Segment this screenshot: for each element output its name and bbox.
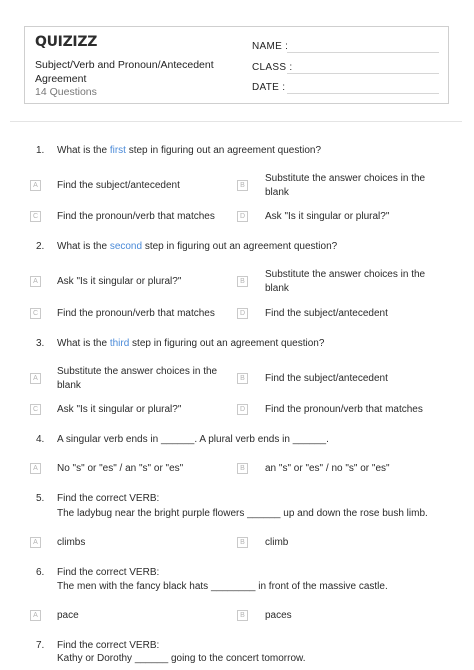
question-number: 5. [36,493,45,504]
worksheet-title: Subject/Verb and Pronoun/Antecedent Agreement [35,59,214,85]
question-text: What is the first step in figuring out an agreement question? [57,145,322,156]
quizizz-logo: QUIZIZZ [35,34,98,50]
option-box-a: A [30,276,41,287]
question-text: The ladybug near the bright purple flowers ______ up and down the rose bush limb. [57,508,428,519]
option-text: Find the subject/antecedent [57,180,180,191]
option-box-b: B [237,537,248,548]
option-box-b: B [237,610,248,621]
question-number: 4. [36,434,45,445]
header-divider [10,121,462,122]
question-text: The men with the fancy black hats ________ in front of the massive castle. [57,581,388,592]
option-text: Substitute the answer choices in the blank [265,173,426,198]
option-box-a: A [30,373,41,384]
option-text: Find the pronoun/verb that matches [57,308,215,319]
question-prompt: Find the correct VERB: [57,640,160,651]
option-box-b: B [237,276,248,287]
date-label: DATE : [252,82,286,93]
option-text: Find the subject/antecedent [265,373,388,384]
question-number: 3. [36,338,45,349]
option-text: pace [57,610,79,621]
option-text: No "s" or "es" / an "s" or "es" [57,463,184,474]
question-count: 14 Questions [35,86,97,98]
option-box-d: D [237,211,248,222]
question-highlight: first [109,145,126,156]
option-text: Find the pronoun/verb that matches [265,404,423,415]
option-box-b: B [237,180,248,191]
option-text: Substitute the answer choices in the blank [57,366,218,391]
question-text: What is the second step in figuring out an agreement question? [57,241,338,252]
question-number: 7. [36,640,45,651]
option-box-b: B [237,373,248,384]
option-box-c: C [30,308,41,319]
question-text: Kathy or Dorothy ______ going to the concert tomorrow. [57,653,306,664]
option-text: climb [265,537,289,548]
option-box-a: A [30,537,41,548]
class-label: CLASS : [252,62,293,73]
class-line [287,73,439,74]
date-line [287,93,439,94]
question-highlight: second [109,241,143,252]
option-box-a: A [30,180,41,191]
option-text: an "s" or "es" / no "s" or "es" [265,463,390,474]
name-label: NAME : [252,41,289,52]
option-box-a: A [30,463,41,474]
question-number: 2. [36,241,45,252]
question-text: A singular verb ends in ______. A plural verb ends in ______. [57,434,329,445]
option-text: Substitute the answer choices in the blank [265,269,426,294]
question-highlight: third [109,338,130,349]
option-box-c: C [30,211,41,222]
option-text: paces [265,610,292,621]
name-line [287,52,439,53]
worksheet-header [24,26,449,104]
option-text: Find the pronoun/verb that matches [57,211,215,222]
option-box-d: D [237,404,248,415]
option-box-d: D [237,308,248,319]
question-prompt: Find the correct VERB: [57,567,160,578]
question-prompt: Find the correct VERB: [57,493,160,504]
question-number: 6. [36,567,45,578]
option-text: climbs [57,537,86,548]
option-box-b: B [237,463,248,474]
option-text: Ask "Is it singular or plural?" [57,276,182,287]
option-text: Ask "Is it singular or plural?" [265,211,390,222]
question-text: What is the third step in figuring out an agreement question? [57,338,325,349]
question-number: 1. [36,145,45,156]
option-text: Ask "Is it singular or plural?" [57,404,182,415]
option-text: Find the subject/antecedent [265,308,388,319]
option-box-a: A [30,610,41,621]
option-box-c: C [30,404,41,415]
